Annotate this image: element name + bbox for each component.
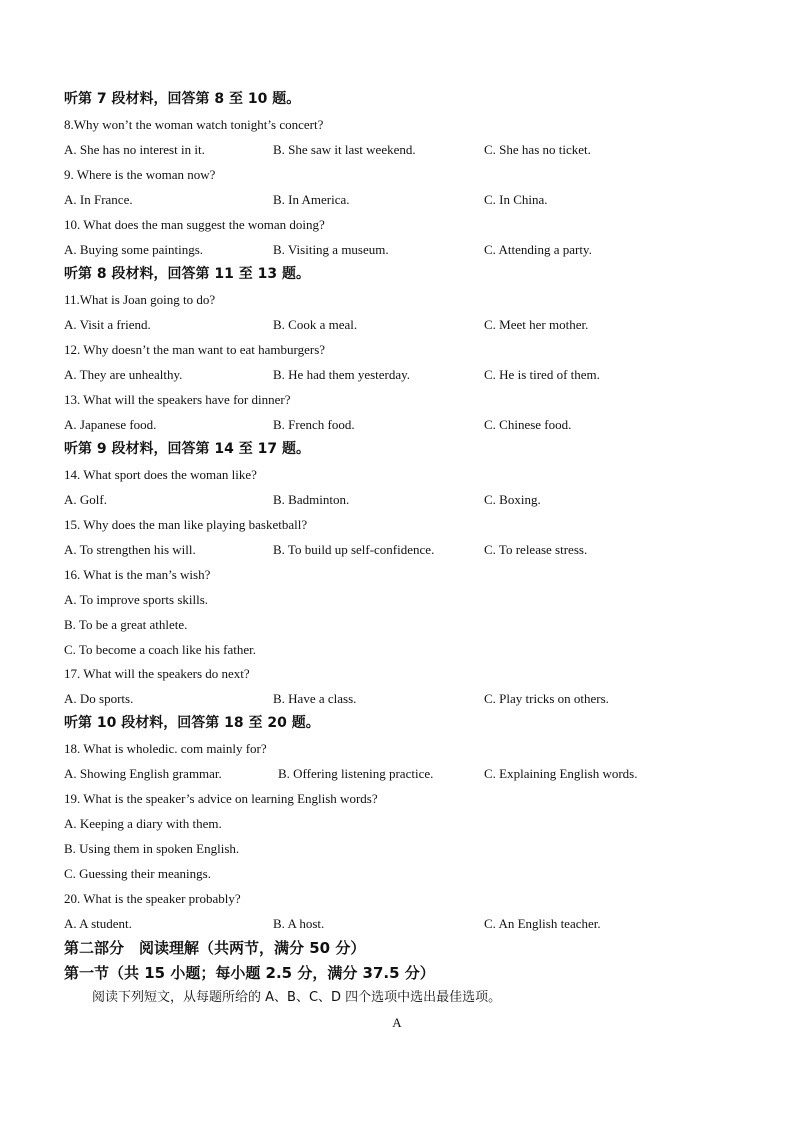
- q13-option-a: A. Japanese food.: [64, 417, 157, 432]
- q19-option-a: A. Keeping a diary with them.: [64, 816, 222, 831]
- question-16: 16. What is the man’s wish?: [64, 567, 211, 582]
- q11-option-c: C. Meet her mother.: [484, 317, 589, 332]
- q17-option-c: C. Play tricks on others.: [484, 691, 609, 706]
- section-heading-9: 听第 9 段材料，回答第 14 至 17 题。: [64, 441, 310, 457]
- q8-option-c: C. She has no ticket.: [484, 142, 591, 157]
- q19-option-c: C. Guessing their meanings.: [64, 866, 211, 881]
- question-11: 11.What is Joan going to do?: [64, 292, 216, 307]
- section-heading-10: 听第 10 段材料，回答第 18 至 20 题。: [64, 715, 320, 731]
- q17-option-a: A. Do sports.: [64, 691, 134, 706]
- reading-instruction: 阅读下列短文，从每题所给的 A、B、C、D 四个选项中选出最佳选项。: [92, 990, 502, 1005]
- q14-option-a: A. Golf.: [64, 492, 107, 507]
- q20-option-a: A. A student.: [64, 916, 132, 931]
- q10-option-c: C. Attending a party.: [484, 242, 592, 257]
- q18-option-a: A. Showing English grammar.: [64, 766, 222, 781]
- passage-label: A: [392, 1015, 402, 1030]
- q9-option-b: B. In America.: [273, 192, 350, 207]
- q15-option-c: C. To release stress.: [484, 542, 588, 557]
- q17-option-b: B. Have a class.: [273, 691, 357, 706]
- q15-option-b: B. To build up self-confidence.: [273, 542, 435, 557]
- question-8: 8.Why won’t the woman watch tonight’s concert?: [64, 117, 324, 132]
- q8-option-b: B. She saw it last weekend.: [273, 142, 416, 157]
- q16-option-b: B. To be a great athlete.: [64, 617, 188, 632]
- q10-option-a: A. Buying some paintings.: [64, 242, 204, 257]
- question-10: 10. What does the man suggest the woman doing?: [64, 217, 325, 232]
- q13-option-c: C. Chinese food.: [484, 417, 572, 432]
- q19-option-b: B. Using them in spoken English.: [64, 841, 240, 856]
- q14-option-c: C. Boxing.: [484, 492, 541, 507]
- section-heading-7: 听第 7 段材料，回答第 8 至 10 题。: [64, 91, 301, 107]
- question-15: 15. Why does the man like playing basketball?: [64, 517, 308, 532]
- q14-option-b: B. Badminton.: [273, 492, 350, 507]
- question-9: 9. Where is the woman now?: [64, 167, 216, 182]
- q16-option-a: A. To improve sports skills.: [64, 592, 209, 607]
- question-18: 18. What is wholedic. com mainly for?: [64, 741, 267, 756]
- q9-option-a: A. In France.: [64, 192, 133, 207]
- q11-option-a: A. Visit a friend.: [64, 317, 151, 332]
- q18-option-b: B. Offering listening practice.: [278, 766, 434, 781]
- q12-option-a: A. They are unhealthy.: [64, 367, 183, 382]
- q18-option-c: C. Explaining English words.: [484, 766, 638, 781]
- question-20: 20. What is the speaker probably?: [64, 891, 241, 906]
- question-19: 19. What is the speaker’s advice on learning English words?: [64, 791, 378, 806]
- q11-option-b: B. Cook a meal.: [273, 317, 358, 332]
- q20-option-c: C. An English teacher.: [484, 916, 601, 931]
- q9-option-c: C. In China.: [484, 192, 548, 207]
- q20-option-b: B. A host.: [273, 916, 325, 931]
- part2-title: 第二部分 阅读理解（共两节，满分 50 分）: [64, 939, 366, 957]
- q12-option-b: B. He had them yesterday.: [273, 367, 411, 382]
- q13-option-b: B. French food.: [273, 417, 355, 432]
- q8-option-a: A. She has no interest in it.: [64, 142, 205, 157]
- question-12: 12. Why doesn’t the man want to eat hamburgers?: [64, 342, 326, 357]
- question-17: 17. What will the speakers do next?: [64, 666, 250, 681]
- q12-option-c: C. He is tired of them.: [484, 367, 600, 382]
- section-heading-8: 听第 8 段材料，回答第 11 至 13 题。: [64, 266, 310, 282]
- q10-option-b: B. Visiting a museum.: [273, 242, 389, 257]
- part2-section1-title: 第一节（共 15 小题；每小题 2.5 分，满分 37.5 分）: [64, 964, 435, 982]
- question-13: 13. What will the speakers have for dinner?: [64, 392, 291, 407]
- q16-option-c: C. To become a coach like his father.: [64, 642, 256, 657]
- question-14: 14. What sport does the woman like?: [64, 467, 257, 482]
- q15-option-a: A. To strengthen his will.: [64, 542, 196, 557]
